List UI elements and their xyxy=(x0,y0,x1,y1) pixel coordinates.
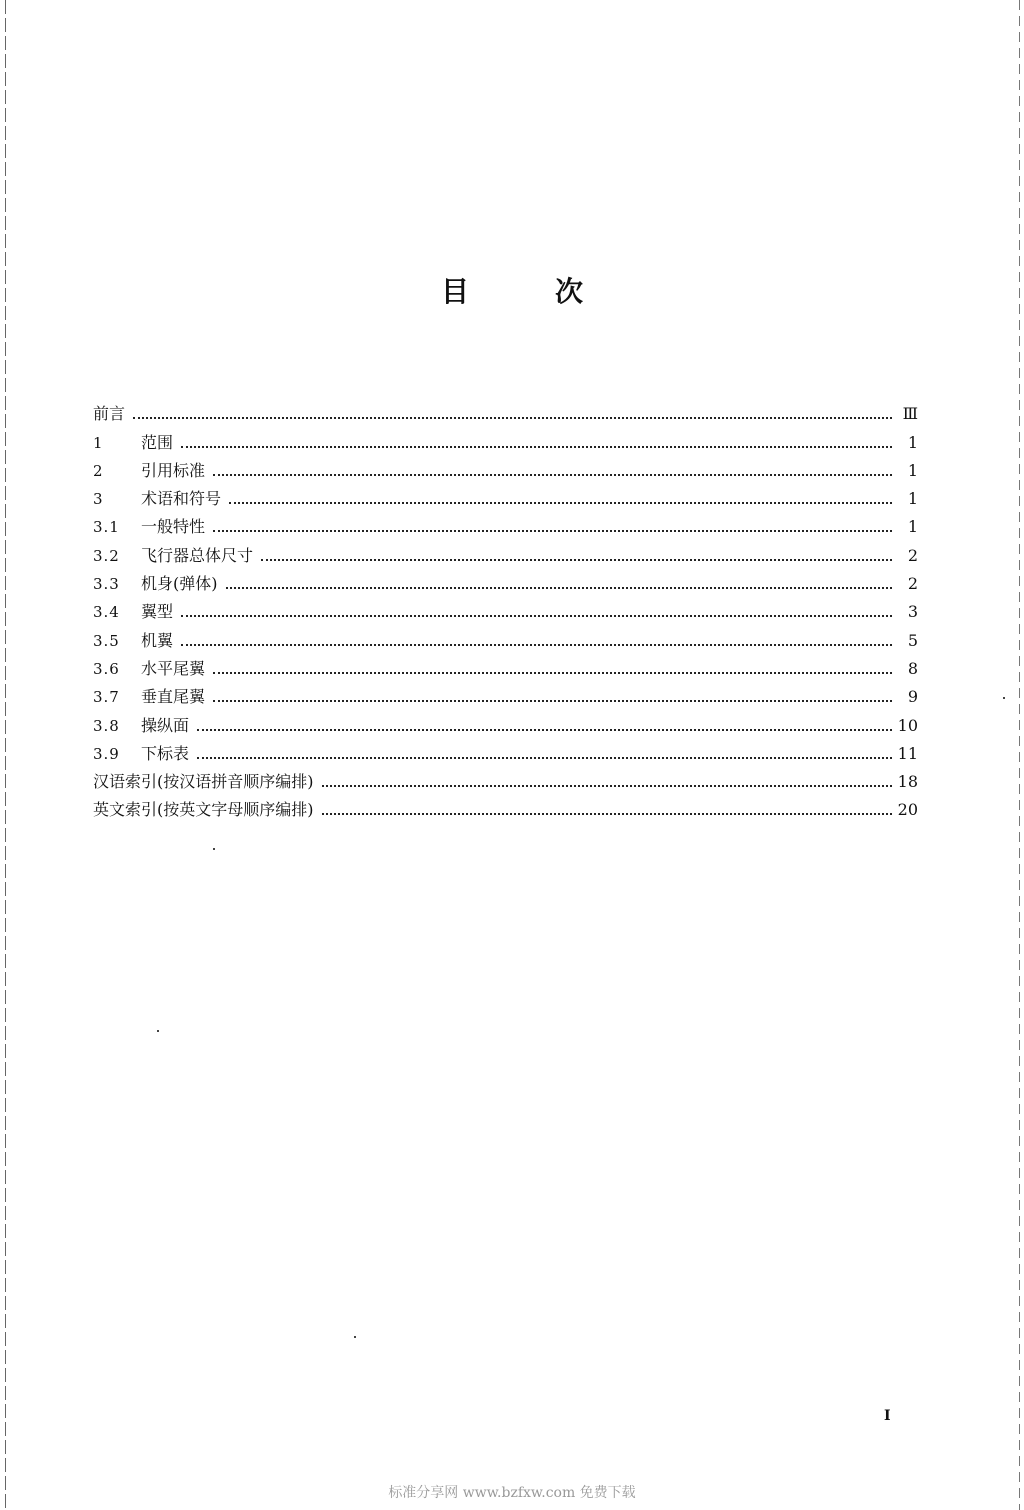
toc-label: 英文索引(按英文字母顺序编排) xyxy=(93,800,314,820)
toc-number: 2 xyxy=(93,461,104,480)
toc-page: 9 xyxy=(907,687,918,707)
toc-page: 8 xyxy=(907,658,918,678)
watermark-text: 标准分享网 www.bzfxw.com 免费下载 xyxy=(388,1485,636,1501)
toc-number: 3.5 xyxy=(93,631,120,650)
toc-number: 3.4 xyxy=(93,603,120,622)
toc-page: 10 xyxy=(897,715,918,735)
toc-leader xyxy=(181,446,892,448)
page-number: I xyxy=(884,1408,891,1424)
toc-label: 术语和符号 xyxy=(141,489,222,509)
scan-speck xyxy=(157,1030,159,1032)
toc-entry-3-2[interactable] xyxy=(93,537,918,565)
scan-speck xyxy=(213,848,215,850)
toc-number: 1 xyxy=(93,433,104,452)
toc-entry-3-9[interactable] xyxy=(93,736,918,764)
scan-left-edge xyxy=(5,0,6,1510)
toc-leader xyxy=(213,672,892,674)
toc-page: 3 xyxy=(907,602,918,622)
toc-page: 1 xyxy=(907,489,918,509)
toc-label: 垂直尾翼 xyxy=(141,687,206,707)
toc-page: 20 xyxy=(897,800,918,820)
toc-leader xyxy=(197,729,892,731)
toc-leader xyxy=(261,559,892,561)
toc-leader xyxy=(213,474,892,476)
table-of-contents xyxy=(93,396,918,820)
toc-number: 3 xyxy=(93,490,104,509)
toc-entry-3-3[interactable] xyxy=(93,566,918,594)
page-title xyxy=(0,270,1024,310)
toc-entry-3-7[interactable] xyxy=(93,679,918,707)
toc-label: 下标表 xyxy=(141,743,190,763)
toc-page: 2 xyxy=(907,574,918,594)
toc-page: Ⅲ xyxy=(902,404,918,424)
toc-entry-2[interactable] xyxy=(93,453,918,481)
toc-number: 3.7 xyxy=(93,688,120,707)
title-char-2: 次 xyxy=(555,275,584,308)
toc-entry-english-index[interactable] xyxy=(93,792,918,820)
toc-entry-3-5[interactable] xyxy=(93,622,918,650)
toc-page: 2 xyxy=(907,545,918,565)
scan-right-edge xyxy=(1019,0,1020,1510)
toc-number: 3.6 xyxy=(93,659,120,678)
toc-label: 引用标准 xyxy=(141,460,206,480)
toc-page: 11 xyxy=(897,743,918,763)
toc-leader xyxy=(213,700,892,702)
toc-number: 3.2 xyxy=(93,546,120,565)
toc-page: 1 xyxy=(907,460,918,480)
toc-label: 机身(弹体) xyxy=(141,574,218,594)
toc-entry-3-4[interactable] xyxy=(93,594,918,622)
toc-label: 范围 xyxy=(141,432,174,452)
toc-leader xyxy=(322,785,893,787)
title-char-1: 目 xyxy=(440,275,469,308)
toc-entry-3-6[interactable] xyxy=(93,651,918,679)
toc-leader xyxy=(197,757,892,759)
toc-page: 5 xyxy=(907,630,918,650)
toc-entry-3[interactable] xyxy=(93,481,918,509)
toc-leader xyxy=(213,530,892,532)
scan-speck xyxy=(1003,697,1005,699)
toc-leader xyxy=(181,644,892,646)
toc-label: 水平尾翼 xyxy=(141,658,206,678)
toc-label: 机翼 xyxy=(141,630,174,650)
toc-number: 3.3 xyxy=(93,575,120,594)
toc-leader xyxy=(229,502,892,504)
toc-entry-3-8[interactable] xyxy=(93,707,918,735)
scan-speck xyxy=(354,1336,356,1338)
toc-entry-chinese-index[interactable] xyxy=(93,764,918,792)
toc-leader xyxy=(181,615,892,617)
toc-number: 3.9 xyxy=(93,744,120,763)
toc-entry-3-1[interactable] xyxy=(93,509,918,537)
toc-label: 前言 xyxy=(93,404,126,424)
toc-leader xyxy=(322,813,893,815)
toc-label: 翼型 xyxy=(141,602,174,622)
toc-entry-foreword[interactable] xyxy=(93,396,918,424)
toc-number: 3.1 xyxy=(93,518,120,537)
toc-leader xyxy=(226,587,893,589)
toc-label: 飞行器总体尺寸 xyxy=(141,545,254,565)
toc-label: 汉语索引(按汉语拼音顺序编排) xyxy=(93,772,314,792)
toc-page: 1 xyxy=(907,432,918,452)
toc-number: 3.8 xyxy=(93,716,120,735)
toc-leader xyxy=(133,417,892,419)
toc-page: 1 xyxy=(907,517,918,537)
toc-page: 18 xyxy=(897,772,918,792)
toc-label: 操纵面 xyxy=(141,715,190,735)
toc-entry-1[interactable] xyxy=(93,424,918,452)
toc-label: 一般特性 xyxy=(141,517,206,537)
